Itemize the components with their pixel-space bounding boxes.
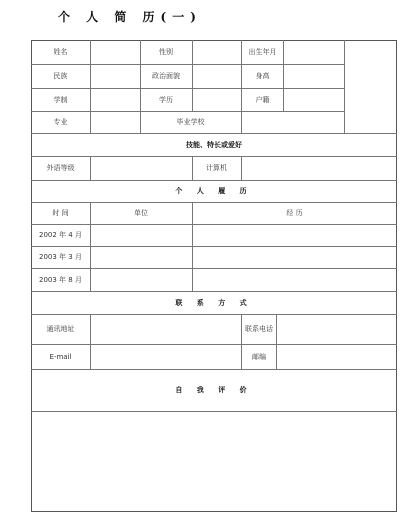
degree-field[interactable] — [193, 89, 241, 111]
name-field[interactable] — [91, 41, 140, 64]
resume-row-time: 2002 年 4 月 — [39, 231, 82, 239]
major-field[interactable] — [91, 112, 140, 133]
birth-field[interactable] — [284, 41, 344, 64]
education-system-field[interactable] — [91, 89, 140, 111]
language-level-label: 外语等级 — [46, 164, 75, 172]
self-evaluation-header: 自 我 评 价 — [175, 386, 253, 394]
postcode-label: 邮编 — [252, 352, 266, 361]
phone-field[interactable] — [277, 315, 396, 344]
height-field[interactable] — [284, 65, 344, 88]
address-field[interactable] — [91, 315, 241, 344]
resume-row-unit[interactable] — [91, 225, 192, 246]
email-label: E-mail — [49, 352, 72, 361]
time-column-header: 时 间 — [52, 209, 69, 217]
unit-column-header: 单位 — [134, 209, 148, 217]
resume-row-unit[interactable] — [91, 269, 192, 291]
address-label: 通讯地址 — [46, 325, 75, 333]
resume-row-experience[interactable] — [193, 269, 396, 291]
resume-section-header: 个 人 履 历 — [175, 187, 253, 195]
degree-label: 学历 — [159, 95, 173, 104]
hukou-field[interactable] — [284, 89, 344, 111]
resume-row-unit[interactable] — [91, 247, 192, 268]
postcode-field[interactable] — [277, 345, 396, 369]
political-status-label: 政治面貌 — [152, 72, 180, 80]
ethnicity-field[interactable] — [91, 65, 140, 88]
hukou-label: 户籍 — [255, 95, 270, 104]
skills-section-header: 技能、特长或爱好 — [186, 140, 242, 149]
resume-title: 个 人 简 历(一) — [58, 10, 202, 24]
resume-row-time: 2003 年 3 月 — [39, 253, 82, 261]
contact-section-header: 联 系 方 式 — [175, 298, 253, 307]
name-label: 姓名 — [53, 48, 68, 56]
language-level-field[interactable] — [91, 157, 192, 180]
resume-row-experience[interactable] — [193, 225, 396, 246]
resume-row-time: 2003 年 8 月 — [39, 275, 82, 284]
political-status-field[interactable] — [193, 65, 241, 88]
school-label: 毕业学校 — [176, 118, 205, 126]
resume-row-experience[interactable] — [193, 247, 396, 268]
ethnicity-label: 民族 — [53, 72, 68, 80]
education-system-label: 学制 — [53, 95, 68, 104]
computer-skill-label: 计算机 — [206, 164, 227, 172]
experience-column-header: 经 历 — [286, 209, 303, 217]
self-evaluation-field[interactable] — [32, 412, 396, 511]
birth-label: 出生年月 — [248, 48, 277, 56]
gender-label: 性别 — [159, 48, 173, 56]
gender-field[interactable] — [193, 41, 241, 64]
photo-area[interactable] — [345, 41, 396, 133]
computer-skill-field[interactable] — [242, 157, 396, 180]
major-label: 专业 — [53, 118, 68, 126]
school-field[interactable] — [242, 112, 344, 133]
phone-label: 联系电话 — [245, 325, 273, 333]
height-label: 身高 — [255, 72, 270, 80]
email-field[interactable] — [91, 345, 241, 369]
